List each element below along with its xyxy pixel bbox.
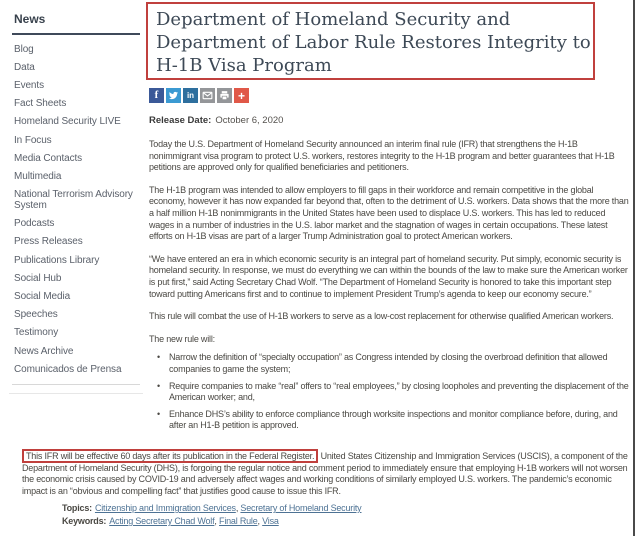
social-share-bar	[149, 88, 249, 103]
sidebar-item-in-focus[interactable]: In Focus	[14, 134, 52, 146]
linkedin-icon: in	[186, 90, 195, 100]
paragraph-rule-purpose: This rule will combat the use of H-1B workers to serve as a low-cost replacement for otherwise qualified American workers.	[149, 311, 614, 322]
sidebar-item-fact-sheets[interactable]: Fact Sheets	[14, 98, 67, 110]
sidebar-divider	[9, 393, 143, 394]
keywords-row	[62, 516, 279, 526]
sidebar-item-national-terrorism-advisory-system[interactable]: National Terrorism Advisory System	[14, 189, 133, 212]
screenshot-right-border	[633, 0, 635, 536]
sidebar-item-speeches[interactable]: Speeches	[14, 309, 58, 321]
sidebar-divider	[12, 384, 140, 385]
title-line: H-1B Visa Program	[156, 55, 332, 76]
article-body	[149, 139, 630, 437]
plus-icon: +	[237, 88, 245, 103]
separator: ,	[257, 516, 263, 526]
sidebar-item-multimedia[interactable]: Multimedia	[14, 170, 62, 182]
keyword-link-visa[interactable]: Visa	[262, 516, 279, 526]
topic-link-secretary-of-homeland-security[interactable]: Secretary of Homeland Security	[240, 503, 362, 513]
release-date-value: October 6, 2020	[215, 115, 284, 126]
twitter-icon	[169, 91, 178, 100]
facebook-icon: f	[154, 89, 159, 101]
email-icon	[202, 90, 213, 101]
paragraph-announcement: Today the U.S. Department of Homeland Security announced an interim final rule (IFR) that strengthens the H-1B nonimmigrant visa program to protect U.S. workers, restores integrity to the H-1B program and better guarantees that H-1B petitions are approved only for qualified beneficiaries and petitioners.	[149, 139, 615, 173]
sidebar-nav	[12, 40, 140, 378]
title-line: Department of Labor Rule Restores Integrity to	[156, 32, 591, 53]
page-title	[146, 2, 595, 80]
paragraph-program-history: The H-1B program was intended to allow employers to fill gaps in their workforce and remain competitive in the global economy, however it has now expanded far beyond that, often to the detriment of U.S. workers. Data shows that the more than a half million H-1B nonimmigrants in the United States have been used to displace U.S. workers. This has led to reduced wages in a number of industries in the U.S. labor market and the stagnation of wages in certain occupations. These latest efforts on H-1B visas are part of a larger Trump Administration goal to protect American workers.	[149, 184, 629, 242]
sidebar-item-data[interactable]: Data	[14, 61, 35, 73]
sidebar-item-comunicados-de-prensa[interactable]: Comunicados de Prensa	[14, 363, 122, 375]
separator: ,	[235, 503, 241, 513]
topics-label: Topics:	[62, 503, 92, 513]
linkedin-share-button[interactable]	[183, 88, 198, 103]
sidebar-item-social-media[interactable]: Social Media	[14, 291, 71, 303]
sidebar-item-events[interactable]: Events	[14, 79, 44, 91]
sidebar-item-podcasts[interactable]: Podcasts	[14, 218, 55, 230]
sidebar-item-social-hub[interactable]: Social Hub	[14, 272, 62, 284]
sidebar-item-publications-library[interactable]: Publications Library	[14, 254, 100, 266]
sidebar-item-media-contacts[interactable]: Media Contacts	[14, 152, 83, 164]
topic-link-citizenship-and-immigration-services[interactable]: Citizenship and Immigration Services	[94, 503, 236, 513]
sidebar-item-press-releases[interactable]: Press Releases	[14, 236, 83, 248]
effective-date-highlight: This IFR will be effective 60 days after its publication in the Federal Register.	[22, 449, 318, 463]
keyword-link-acting-secretary-chad-wolf[interactable]: Acting Secretary Chad Wolf	[109, 516, 215, 526]
rule-bullet-list	[157, 352, 630, 432]
keyword-link-final-rule[interactable]: Final Rule	[219, 516, 258, 526]
final-paragraph-rest: United States Citizenship and Immigration Services (USCIS), a component of the Department of Homeland Security (DHS), is forgoing the regular notice and comment period to immediately ensure that employing H-1B workers will not worsen the economic crisis caused by COVID-19 and adversely affect wages and working conditions of similarly employed U.S. workers. The pandemic’s economic impact is an “obvious and compelling fact” that justifies good cause to issue this IFR.	[22, 451, 628, 497]
facebook-share-button[interactable]	[149, 88, 164, 103]
sidebar-item-blog[interactable]: Blog	[14, 43, 34, 55]
bullet-specialty-occupation: • Narrow the definition of “specialty occupation” as Congress intended by closing the overbroad definition that allowed companies to game the system;	[157, 352, 630, 375]
more-share-button[interactable]	[234, 88, 249, 103]
paragraph-wolf-quote: “We have entered an era in which economic security is an integral part of homeland security. Put simply, economic security is homeland security. In response, we must do everything we can within the bounds of the law to make sure the American worker is put first,” said Acting Secretary Chad Wolf. “The Department of Homeland Security is honored to take this important step toward putting Americans first and to continue to implement President Trump’s agenda to keep our economy secure.”	[149, 253, 628, 299]
print-button[interactable]	[217, 88, 232, 103]
bullet-real-offers: • Require companies to make “real” offers to “real employees,” by closing loopholes and preventing the displacement of the American worker; and,	[157, 381, 630, 404]
sidebar-title: News	[14, 12, 46, 26]
sidebar-item-news-archive[interactable]: News Archive	[14, 345, 74, 357]
final-paragraph	[22, 451, 629, 498]
sidebar-item-homeland-security-live[interactable]: Homeland Security LIVE	[14, 116, 121, 128]
release-date-label: Release Date:	[149, 115, 212, 126]
keywords-label: Keywords:	[62, 516, 107, 526]
sidebar-title-rule	[12, 33, 140, 35]
rule-list-intro: The new rule will:	[149, 333, 215, 344]
bullet-enforce-compliance: • Enhance DHS’s ability to enforce compliance through worksite inspections and monitor compliance before, during, and after an H1-B petition is approved.	[157, 409, 630, 432]
print-icon	[219, 90, 230, 101]
topics-row	[62, 503, 361, 513]
twitter-share-button[interactable]	[166, 88, 181, 103]
separator: ,	[214, 516, 220, 526]
sidebar	[12, 10, 140, 394]
email-share-button[interactable]	[200, 88, 215, 103]
sidebar-item-testimony[interactable]: Testimony	[14, 327, 59, 339]
release-date-row	[149, 115, 283, 126]
title-line: Department of Homeland Security and	[156, 9, 511, 30]
